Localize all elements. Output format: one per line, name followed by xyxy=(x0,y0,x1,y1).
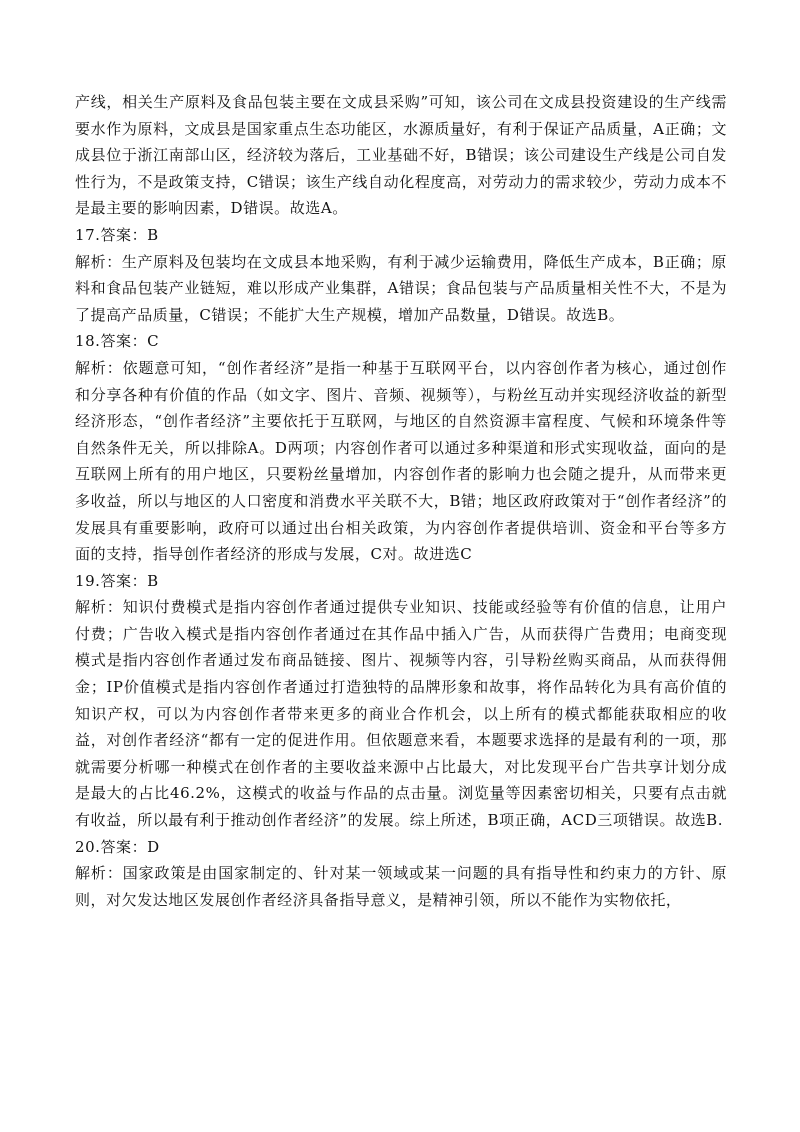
answer-18: 18.答案：C xyxy=(75,332,160,351)
explanation-20: 解析：国家政策是由国家制定的、针对某一领域或某一问题的具有指导性和约束力的方针、原则，对欠发达地区发展创作者经济具备指导意义，是精神引领，所以不能作为实物依托， xyxy=(75,864,727,909)
explanation-17: 解析：生产原料及包装均在文成县本地采购，有利于减少运输费用，降低生产成本，B正确；原料和食品包装产业链短，难以形成产业集群，A错误；食品包装与产品质量相关性不大，不是为了提高产品质量，C错误；不能扩大生产规模，增加产品数量，D错误。故选B。 xyxy=(75,252,727,324)
explanation-19: 解析：知识付费模式是指内容创作者通过提供专业知识、技能或经验等有价值的信息，让用户付费；广告收入模式是指内容创作者通过在其作品中插入广告，从而获得广告费用；电商变现模式是指内容创作者通过发布商品链接、图片、视频等内容，引导粉丝购买商品，从而获得佣金；IP价值模式是指内容创作者通过打造独特的品牌形象和故事，将作品转化为具有高价值的知识产权，可以为内容创作者带来更多的商业合作机会，以上所有的模式都能获取相应的收益，对创作者经济“都有一定的促进作用。但依题意来看，本题要求选择的是最有利的一项，那就需要分析哪一种模式在创作者的主要收益来源中占比最大，对比发现平台广告共享计划分成是最大的占比46.2%，这模式的收益与作品的点击量。浏览量等因素密切相关，只要有点击就有收益，所以最有利于推动创作者经济”的发展。综上所述，B项正确，ACD三项错误。故选B. xyxy=(75,598,727,830)
answer-20: 20.答案：D xyxy=(75,837,160,856)
answer-explanations xyxy=(75,89,727,913)
answer-19: 19.答案：B xyxy=(75,571,159,590)
explanation-16-continued: 产线，相关生产原料及食品包装主要在文成县采购”可知，该公司在文成县投资建设的生产线需要水作为原料，文成县是国家重点生态功能区，水源质量好，有利于保证产品质量，A正确；文成县位于浙江南部山区，经济较为落后，工业基础不好，B错误；该公司建设生产线是公司自发性行为，不是政策支持，C错误；该生产线自动化程度高，对劳动力的需求较少，劳动力成本不是最主要的影响因素，D错误。故选A。 xyxy=(75,93,727,218)
explanation-18: 解析：依题意可知，“创作者经济”是指一种基于互联网平台，以内容创作者为核心，通过创作和分享各种有价值的作品（如文字、图片、音频、视频等），与粉丝互动并实现经济收益的新型经济形态，“创作者经济”主要依托于互联网，与地区的自然资源丰富程度、气候和环境条件等自然条件无关，所以排除A。D两项；内容创作者可以通过多种渠道和形式实现收益，面向的是互联网上所有的用户地区，只要粉丝量增加，内容创作者的影响力也会随之提升，从而带来更多收益，所以与地区的人口密度和消费水平关联不大，B错；地区政府政策对于“创作者经济”的发展具有重要影响，政府可以通过出台相关政策，为内容创作者提供培训、资金和平台等多方面的支持，指导创作者经济的形成与发展，C对。故进选C xyxy=(75,358,727,564)
answer-17: 17.答案：B xyxy=(75,225,159,244)
